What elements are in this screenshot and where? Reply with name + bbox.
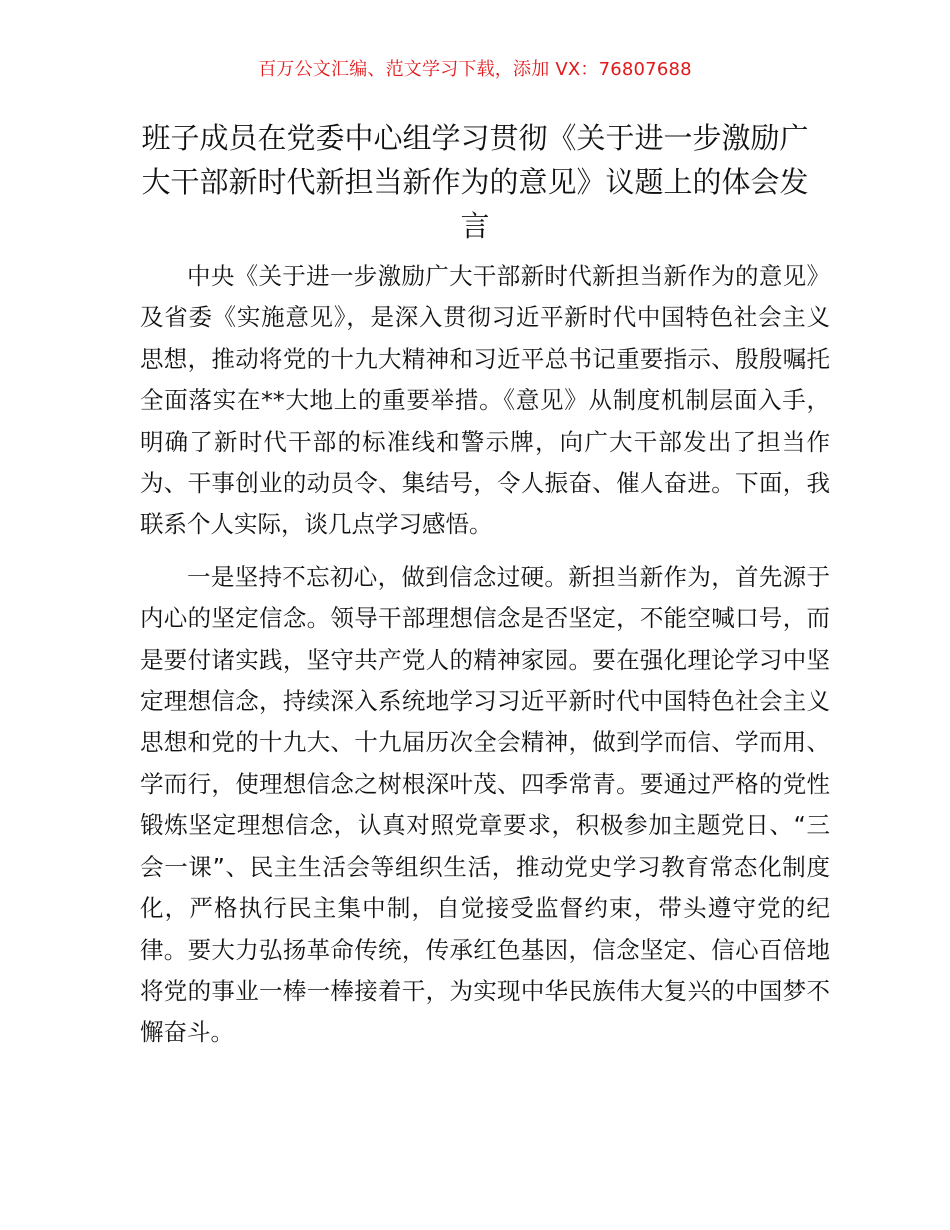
document-title: 班子成员在党委中心组学习贯彻《关于进一步激励广大干部新时代新担当新作为的意见》议题上的体会发言 (141, 121, 809, 243)
document-body (140, 256, 830, 1065)
paragraph-point-one: 一是坚持不忘初心，做到信念过硬。新担当新作为，首先源于内心的坚定信念。领导干部理想信念是否坚定，不能空喊口号，而是要付诸实践，坚守共产党人的精神家园。要在强化理论学习中坚定理想信念，持续深入系统地学习习近平新时代中国特色社会主义思想和党的十九大、十九届历次全会精神，做到学而信、学而用、学而行，使理想信念之树根深叶茂、四季常青。要通过严格的党性锻炼坚定理想信念，认真对照党章要求，积极参加主题党日、“三会一课”、民主生活会等组织生活，推动党史学习教育常态化制度化，严格执行民主集中制，自觉接受监督约束，带头遵守党的纪律。要大力弘扬革命传统，传承红色基因，信念坚定、信心百倍地将党的事业一棒一棒接着干，为实现中华民族伟大复兴的中国梦不懈奋斗。 (140, 562, 830, 1047)
paragraph-intro: 中央《关于进一步激励广大干部新时代新担当新作为的意见》及省委《实施意见》，是深入贯彻习近平新时代中国特色社会主义思想，推动将党的十九大精神和习近平总书记重要指示、殷殷嘱托全面落实在**大地上的重要举措。《意见》从制度机制层面入手，明确了新时代干部的标准线和警示牌，向广大干部发出了担当作为、干事创业的动员令、集结号，令人振奋、催人奋进。下面，我联系个人实际，谈几点学习感悟。 (140, 262, 830, 539)
header-watermark-note: 百万公文汇编、范文学习下载，添加 VX：76807688 (258, 59, 692, 80)
